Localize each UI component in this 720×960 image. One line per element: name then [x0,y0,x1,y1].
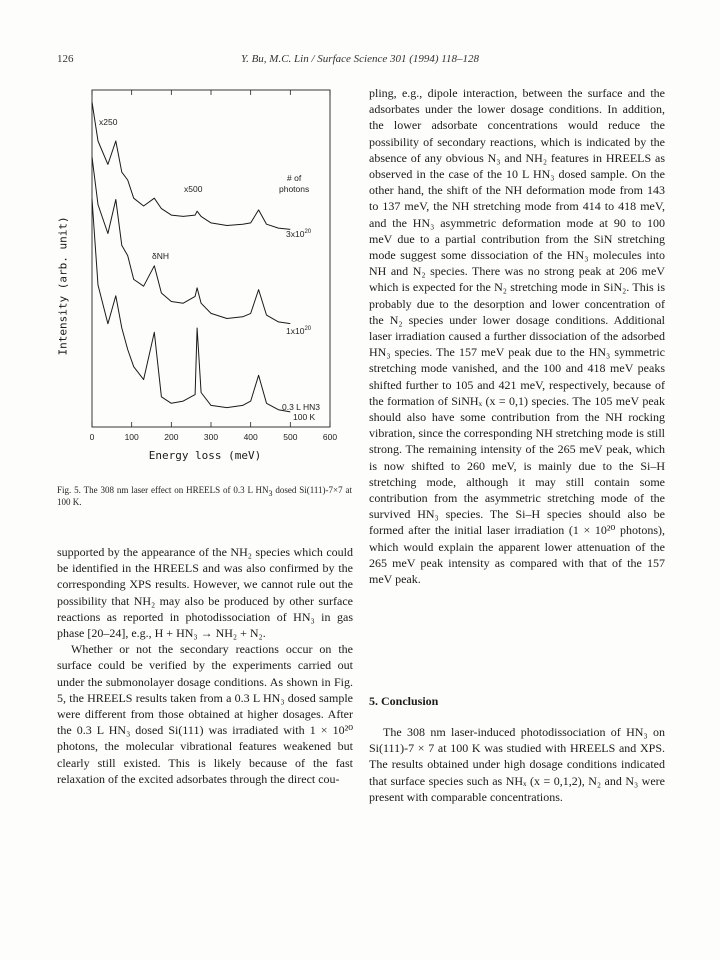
series-label-1e20-text: 1x10 [286,326,305,336]
caption-label: Fig. 5. [57,485,81,495]
x-tick-label-400: 400 [243,432,258,442]
caption-text-2: dosed Si(111)-7×7 at 100 K. [57,485,352,507]
caption-sub-1: 3 [268,488,273,498]
x-tick-label-600: 600 [322,432,338,442]
scale-label-x250: x250 [99,117,118,127]
running-head: Y. Bu, M.C. Lin / Surface Science 301 (1994) 118–128 [240,53,479,65]
trace-3x10-20 [92,102,290,229]
conclusion-column [369,724,665,805]
photons-header-2: photons [279,184,310,194]
photons-header-1: # of [287,173,302,183]
left-column [57,544,353,787]
x-axis-label: Energy loss (meV) [148,449,262,462]
figure-caption [57,484,352,508]
conclusion-heading: 5. Conclusion [369,694,439,708]
x-tick-label-100: 100 [124,432,139,442]
left-paragraph-1: supported by the appearance of the NH₂ species which could be identified in the HREELS and was also confirmed by the corresponding XPS results. However, we cannot rule out the possibility that NH₂ may also be produced by other surface reactions as reported in photodissociation of HN₃ in gas phase [20–24], e.g., H + HN₃ → NH₂ + N₂. [57,545,353,641]
trace-1x10-20 [92,157,290,324]
y-axis-label: Intensity (arb. unit) [56,216,70,356]
x-tick-label-0: 0 [89,432,95,442]
x-tick-label-500: 500 [283,432,298,442]
hreels-spectra-chart [60,82,350,482]
dose-label-1: 0.3 L HN3 [282,402,320,412]
series-label-3e20 [286,229,311,239]
spectra-traces [92,102,290,412]
left-paragraph-2: Whether or not the secondary reactions occur on the surface could be verified by the experiments carried out under the submonolayer dosage conditions. As shown in Fig. 5, the HREELS results taken from a 0.3 L HN₃ dosed sample were different from those obtained at higher dosages. After the 0.3 L HN₃ dosed Si(111) was irradiated with 1 × 10²⁰ photons, the molecular vibrational features weakened but clearly still existed. This is likely because of the fast relaxation of the excited adsorbates through the direct cou- [57,642,353,786]
series-label-3e20-exp: 20 [304,229,312,236]
x-tick-label-300: 300 [203,432,219,442]
page-number: 126 [57,53,74,65]
series-label-1e20 [286,326,311,336]
delta-nh-label: δNH [152,251,170,261]
series-label-3e20-text: 3x10 [286,229,305,239]
right-column [369,85,665,587]
x-tick-label-200: 200 [164,432,179,442]
x-axis-ticks [92,90,330,427]
scale-label-x500: x500 [184,184,203,194]
dose-label-2: 100 K [293,412,316,422]
conclusion-paragraph: The 308 nm laser-induced photodissociation of HN₃ on Si(111)-7 × 7 at 100 K was studied with HREELS and XPS. The results obtained under high dosage conditions indicated that surface species such as NHₓ (x = 0,1,2), N₂ and N₃ were present with comparable concentrations. [369,725,665,804]
caption-text-1: The 308 nm laser effect on HREELS of 0.3 L HN [83,485,269,495]
series-label-1e20-exp: 20 [304,326,312,333]
trace-0 [92,199,290,412]
right-paragraph-1: pling, e.g., dipole interaction, between the surface and the adsorbates under the lower dosage conditions. In addition, the lower adsorbate concentrations would reduce the possibility of secondary reactions, which is indicated by the absence of any obvious N₃ and NH₂ features in HREELS as observed in the case of the 10 L HN₃ dosed sample. On the other hand, the shift of the NH deformation mode from 143 to 137 meV, the NH stretching mode from 414 to 418 meV, and the HN₃ asymmetric deformation mode at 90 to 100 meV due to a partial contribution from the SiN stretching mode suggest some dissociation of the HN₃ molecules into NH and N₂ species. There was no strong peak at 206 meV which is expected for the N₂ stretching mode in SiN₂. This is probably due to the desorption and lower concentration of the N₂ species under lower dosage conditions. Additional laser irradiation caused a further dissociation of the adsorbed HN₃ species. The 157 meV peak due to the HN₃ symmetric stretching mode vanished, and the 100 and 418 meV peaks shifted further to 105 and 421 meV, respectively, because of the formation of SiNHₓ (x = 0,1) species. The 105 meV peak should also have some contribution from the NH rocking vibration, since the corresponding NH stretching mode is still strong. The remaining intensity of the 265 meV peak, which is now shifted to 260 meV, is mainly due to the Si–H stretching mode, although it may still contain some contribution from the asymmetric stretching mode of the survived HN₃ species. The Si–H species should also be formed after the initial laser irradiation (1 × 10²⁰ photons), which would explain the apparent lower attenuation of the 265 meV peak intensity as compared with that of the 157 meV peak. [369,86,665,587]
figure-5 [56,82,350,482]
plot-frame [92,90,330,427]
